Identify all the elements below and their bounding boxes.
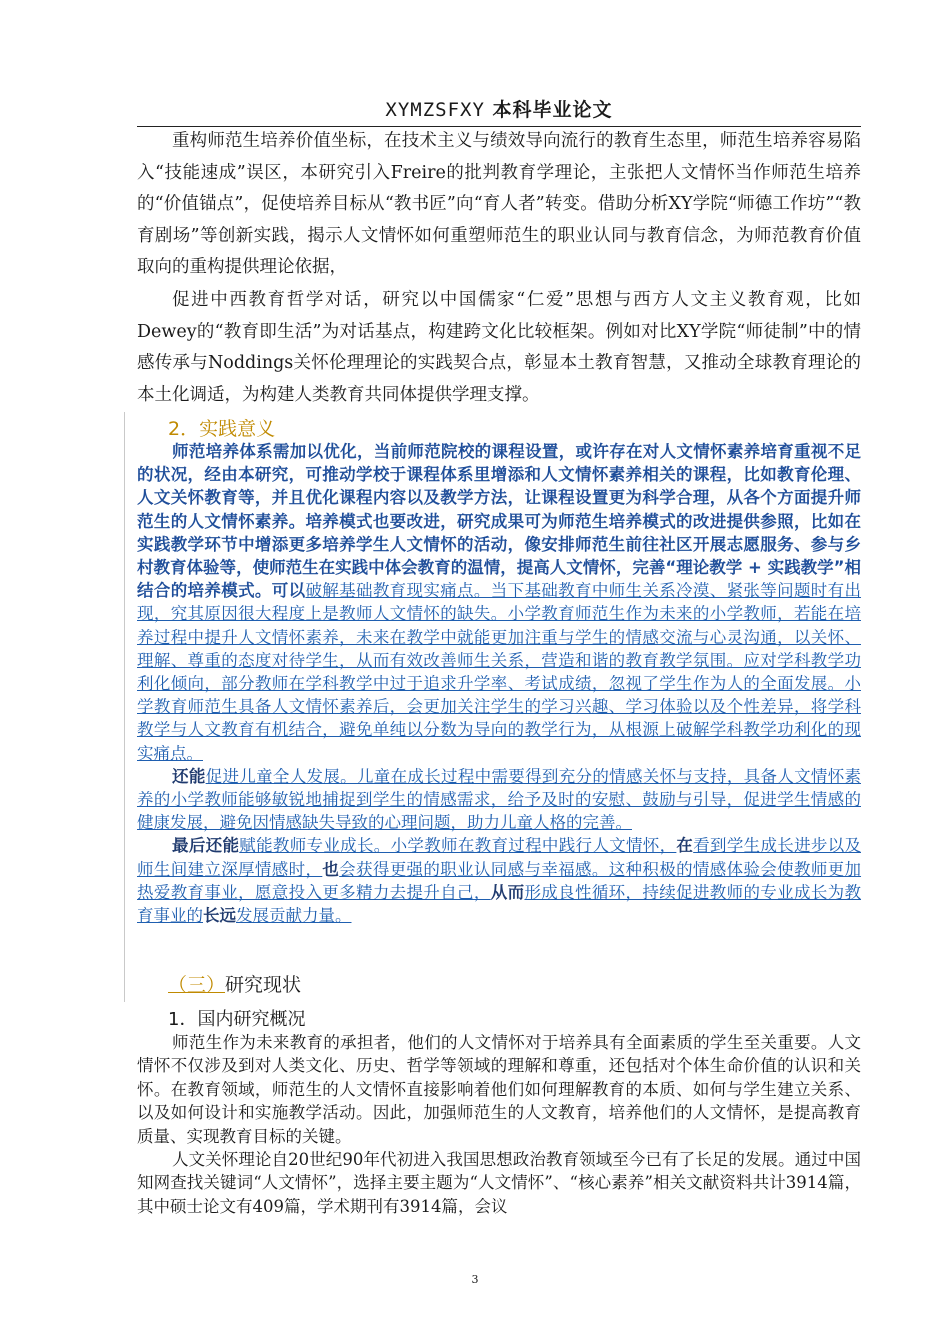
practice-paragraph-2 <box>137 765 861 835</box>
practice-section <box>137 440 861 927</box>
practice-p3-link-3[interactable]: 会获得更强的职业认同感与幸福感。这种积极的情感体验会使教师更加热爱教育事业，愿意投入更多精力去提升自己， <box>137 859 862 902</box>
header-title: 本科毕业论文 <box>484 99 613 121</box>
practice-p2-bold: 还能 <box>172 766 206 786</box>
practice-p3-bold-4: 从而 <box>490 882 525 902</box>
practice-p3-bold-2: 在 <box>676 836 694 856</box>
heading-practical-significance: 2．实践意义 <box>168 418 276 440</box>
practice-p3-bold-3: 也 <box>322 859 340 879</box>
practice-p1-link[interactable]: 破解基础教育现实痛点。当下基础教育中师生关系冷漠、紧张等问题时有出现，究其原因很大程度上是教师人文情怀的缺失。小学教育师范生作为未来的小学教师，若能在培养过程中提升人文情怀素养，未来在教学中就能更加注重与学生的情感交流与心灵沟通，以关怀、理解、尊重的态度对待学生，从而有效改善师生关系，营造和谐的教育教学氛围。应对学科教学功利化倾向，部分教师在学科教学中过于追求升学率、考试成绩，忽视了学生作为人的全面发展。小学教育师范生具备人文情怀素养后，会更加关注学生的学习兴趣、学习体验以及个性差异，将学科教学与人文教育有机结合，避免单纯以分数为导向的教学行为，从根源上破解学科教学功利化的现实痛点。 <box>137 581 862 763</box>
section-title: 研究现状 <box>225 974 302 996</box>
practice-p3-link-5[interactable]: 发展贡献力量。 <box>236 906 352 926</box>
heading-domestic-overview: 1．国内研究概况 <box>168 1009 306 1030</box>
practice-p1-bold: 师范培养体系需加以优化，当前师范院校的课程设置，或许存在对人文情怀素养培育重视不足的状况，经由本研究，可推动学校于课程体系里增添和人文情怀素养相关的课程，比如教育伦理、人文关怀教育等，并且优化课程内容以及教学方法，让课程设置更为科学合理，从各个方面提升师范生的人文情怀素养。培养模式也要改进，研究成果可为师范生培养模式的改进提供参照，比如在实践教学环节中增添更多培养学生人文情怀的活动，像安排师范生前往社区开展志愿服务、参与乡村教育体验等，使师范生在实践中体会教育的温情，提高人文情怀，完善“理论教学 + 实践教学”相结合的培养模式。可以 <box>137 442 861 601</box>
paragraph-philosophy-dialogue: 促进中西教育哲学对话，研究以中国儒家“仁爱”思想与西方人文主义教育观，比如Dewey的“教育即生活”为对话基点，构建跨文化比较框架。例如对比XY学院“师徒制”中的情感传承与Noddings关怀伦理理论的实践契合点，彰显本土教育智慧，又推动全球教育理论的本土化调适，为构建人类教育共同体提供学理支撑。 <box>137 290 861 405</box>
header-code: XYMZSFXY <box>385 99 485 121</box>
page-number: 3 <box>471 1273 479 1286</box>
paragraph-value-coordinate: 重构师范生培养价值坐标，在技术主义与绩效导向流行的教育生态里，师范生培养容易陷入“技能速成”误区，本研究引入Freire的批判教育学理论，主张把人文情怀当作师范生培养的“价值锚点”，促使培养目标从“教书匠”向“育人者”转变。借助分析XY学院“师德工作坊”“教育剧场”等创新实践，揭示人文情怀如何重塑师范生的职业认同与教育信念，为师范教育价值取向的重构提供理论依据， <box>137 131 861 277</box>
practice-p3-link-1[interactable]: 赋能教师专业成长。小学教师在教育过程中践行人文情怀， <box>239 836 677 856</box>
revision-bar <box>124 412 125 1002</box>
practice-p2-link[interactable]: 促进儿童全人发展。儿童在成长过程中需要得到充分的情感关怀与支持，具备人文情怀素养的小学教师能够敏锐地捕捉到学生的情感需求，给予及时的安慰、鼓励与引导，促进学生情感的健康发展，避免因情感缺失导致的心理问题，助力儿童人格的完善。 <box>137 766 861 833</box>
page-header <box>137 95 861 127</box>
domestic-section <box>137 1031 861 1218</box>
heading-research-status <box>168 970 301 997</box>
practice-paragraph-3 <box>137 834 861 927</box>
practice-p3-bold-5: 长远 <box>203 906 236 926</box>
domestic-paragraph-2: 人文关怀理论自20世纪90年代初进入我国思想政治教育领域至今已有了长足的发展。通过中国知网查找关键词“人文情怀”，选择主要主题为“人文情怀”、“核心素养”相关文献资料共计3914篇，其中硕士论文有409篇，学术期刊有3914篇，会议 <box>137 1150 861 1216</box>
practice-p3-link-4[interactable]: 形成良性循环，持续促进教师的专业成长为教育事业的 <box>137 882 862 926</box>
domestic-paragraph-1: 师范生作为未来教育的承担者，他们的人文情怀对于培养具有全面素质的学生至关重要。人文情怀不仅涉及到对人类文化、历史、哲学等领域的理解和尊重，还包括对个体生命价值的认识和关怀。在教育领域，师范生的人文情怀直接影响着他们如何理解教育的本质、如何与学生建立关系、以及如何设计和实施教学活动。因此，加强师范生的人文教育，培养他们的人文情怀，是提高教育质量、实现教育目标的关键。 <box>137 1033 861 1146</box>
section-number: （三） <box>168 974 226 996</box>
practice-p3-bold-1: 最后还能 <box>172 836 240 856</box>
practice-paragraph-1 <box>137 440 861 765</box>
practice-p3-link-2[interactable]: 看到学生成长进步以及师生间建立深厚情感时， <box>137 836 861 879</box>
